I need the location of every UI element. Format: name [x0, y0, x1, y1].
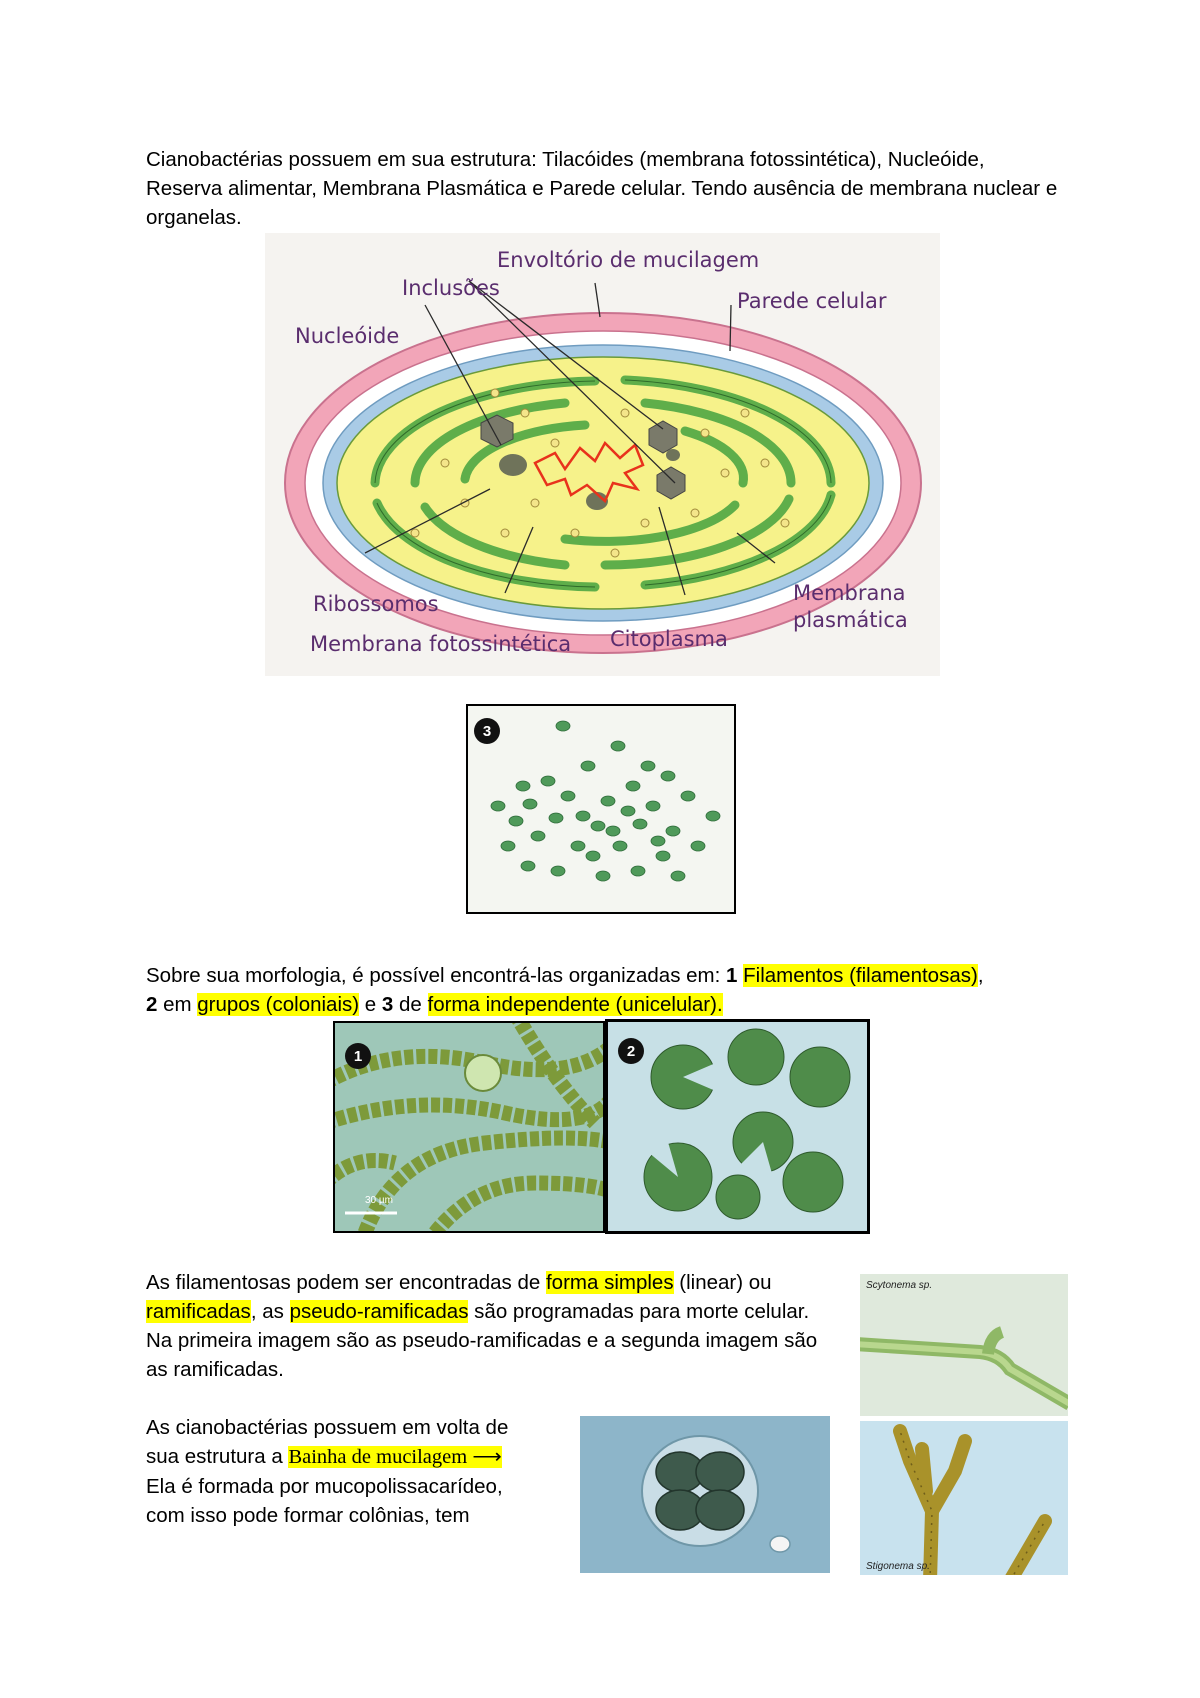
- morph-text-5: e: [359, 993, 382, 1016]
- morph-num-1: 1: [726, 964, 738, 987]
- mucilage-line-1: As cianobactérias possuem em volta de: [146, 1416, 509, 1439]
- morph-highlight-grupos: grupos (coloniais): [197, 993, 360, 1016]
- stigonema-svg: [860, 1421, 1068, 1575]
- morph-text-3: ,: [977, 964, 984, 987]
- label-nucleoide: Nucleóide: [295, 324, 400, 348]
- badge-2: 2: [618, 1038, 644, 1064]
- cyanobacteria-cell-diagram: [265, 233, 940, 676]
- fil-text-1: As filamentosas podem ser encontradas de: [146, 1271, 546, 1294]
- filamentous-paragraph: [146, 1268, 836, 1384]
- label-envoltorio: Envoltório de mucilagem: [497, 248, 760, 272]
- mucilage-line-3: Ela é formada por mucopolissacarídeo,: [146, 1475, 503, 1498]
- label-inclusoes: Inclusões: [402, 276, 500, 300]
- fil-highlight-simples: forma simples: [545, 1271, 674, 1294]
- intro-paragraph: [146, 145, 1066, 232]
- morph-highlight-filamentos: Filamentos (filamentosas): [743, 964, 978, 987]
- label-ribossomos: Ribossomos: [313, 592, 439, 616]
- intro-text: Cianobactérias possuem em sua estrutura: Tilacóides (membrana fotossintética), Nucleóide, Reserva alimentar, Membrana Plasmática e Parede celular. Tendo ausência de membrana nuclear e organelas.: [146, 148, 1058, 229]
- fil-text-3: , as: [250, 1300, 290, 1323]
- fil-text-4: são programadas para morte celular. Na primeira imagem são as pseudo-ramificadas e a segunda imagem são as ramificadas.: [146, 1300, 818, 1381]
- label-membrana-plas-2: plasmática: [793, 608, 908, 632]
- morph-text-6: de: [393, 993, 428, 1016]
- label-membrana-plas-1: Membrana: [793, 581, 906, 605]
- morphology-paragraph: [146, 961, 1076, 1019]
- species-label-1: Scytonema sp.: [866, 1280, 933, 1291]
- unicellular-photo: [466, 704, 736, 914]
- species-label-2: Stigonema sp.: [866, 1561, 930, 1572]
- mucilage-line-2a: sua estrutura a: [146, 1445, 289, 1468]
- scytonema-photo: [860, 1274, 1068, 1416]
- fil-highlight-ramificadas: ramificadas: [146, 1300, 251, 1323]
- cell-diagram-svg: [265, 233, 940, 676]
- label-citoplasma: Citoplasma: [610, 627, 728, 651]
- morph-text-4: em: [157, 993, 198, 1016]
- label-membrana-foto: Membrana fotossintética: [310, 632, 572, 656]
- mucilage-sheath-photo: [580, 1416, 830, 1573]
- stigonema-photo: [860, 1421, 1068, 1575]
- filamentous-photo: [333, 1021, 605, 1233]
- scytonema-svg: [860, 1274, 1068, 1416]
- badge-3: 3: [474, 718, 500, 744]
- morph-text-1: Sobre sua morfologia, é possível encontrá-las organizadas em:: [146, 964, 727, 987]
- morph-num-2: 2: [146, 993, 158, 1016]
- unicellular-cells-svg: [468, 706, 734, 912]
- mucilage-sheath-svg: [580, 1416, 830, 1573]
- mucilage-line-4: com isso pode formar colônias, tem: [146, 1504, 470, 1527]
- colonial-photo: [605, 1019, 870, 1234]
- colonies-svg: [608, 1022, 867, 1231]
- badge-1: 1: [345, 1043, 371, 1069]
- mucilage-highlight-bainha: Bainha de mucilagem ⟶: [288, 1446, 502, 1468]
- mucilage-paragraph: [146, 1413, 566, 1530]
- morph-num-3: 3: [381, 993, 394, 1016]
- scale-bar-label: 30 µm: [365, 1195, 393, 1206]
- morph-highlight-unicelular: forma independente (unicelular).: [427, 993, 723, 1016]
- fil-highlight-pseudo: pseudo-ramificadas: [289, 1300, 469, 1323]
- label-parede: Parede celular: [737, 289, 887, 313]
- fil-text-2: (linear) ou: [673, 1271, 772, 1294]
